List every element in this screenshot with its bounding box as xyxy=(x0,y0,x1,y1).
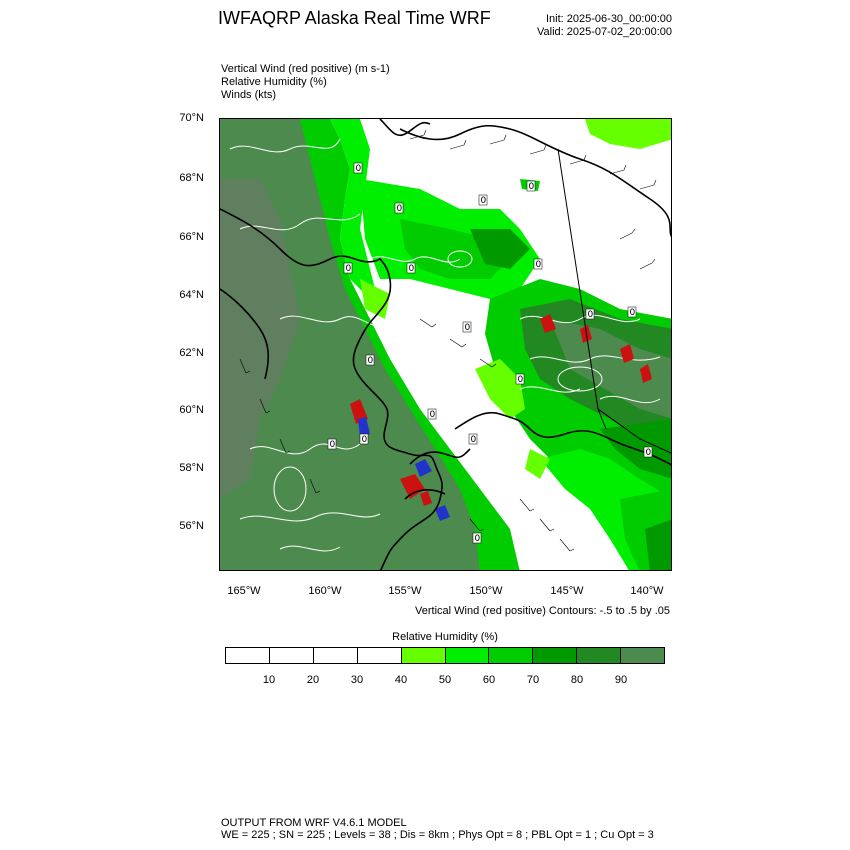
labelbar-tick: 20 xyxy=(306,674,320,686)
labelbar-box xyxy=(446,648,490,663)
lat-label-58: 58°N xyxy=(179,462,204,474)
labelbar-title: Relative Humidity (%) xyxy=(392,631,498,643)
contour-label: 0 xyxy=(470,435,477,445)
contour-label: 0 xyxy=(329,440,336,450)
labelbar-tick: 90 xyxy=(614,674,628,686)
contour-label: 0 xyxy=(408,264,415,274)
labelbar-box xyxy=(226,648,270,663)
contour-note: Vertical Wind (red positive) Contours: -.5 to .5 by .05 xyxy=(415,605,670,617)
contour-label: 0 xyxy=(517,375,524,385)
contour-label: 0 xyxy=(429,410,436,420)
labelbar-tick: 50 xyxy=(438,674,452,686)
lon-label-155: 155°W xyxy=(388,585,422,597)
labelbar-box xyxy=(402,648,446,663)
contour-label: 0 xyxy=(629,308,636,318)
labelbar-box xyxy=(314,648,358,663)
labelbar-box xyxy=(577,648,621,663)
contour-label: 0 xyxy=(587,310,594,320)
field-descriptions xyxy=(221,63,390,102)
humidity-labelbar xyxy=(225,647,665,664)
valid-time: Valid: 2025-07-02_20:00:00 xyxy=(537,26,672,38)
lat-label-56: 56°N xyxy=(179,520,204,532)
labelbar-box xyxy=(358,648,402,663)
labelbar-box xyxy=(270,648,314,663)
labelbar-box xyxy=(533,648,577,663)
contour-label: 0 xyxy=(528,182,535,192)
contour-label: 0 xyxy=(645,448,652,458)
labelbar-tick: 60 xyxy=(482,674,496,686)
wrf-map xyxy=(220,119,672,571)
lon-label-150: 150°W xyxy=(469,585,503,597)
contour-label: 0 xyxy=(355,164,362,174)
field-relative-humidity: Relative Humidity (%) xyxy=(221,76,327,88)
model-footer xyxy=(221,817,654,841)
labelbar-box xyxy=(621,648,664,663)
lon-label-140: 140°W xyxy=(630,585,664,597)
labelbar-box xyxy=(489,648,533,663)
lat-label-70: 70°N xyxy=(179,112,204,124)
lon-label-160: 160°W xyxy=(308,585,342,597)
contour-label: 0 xyxy=(367,356,374,366)
lat-label-64: 64°N xyxy=(179,289,204,301)
lon-label-165: 165°W xyxy=(227,585,261,597)
lat-label-66: 66°N xyxy=(179,231,204,243)
lat-label-68: 68°N xyxy=(179,172,204,184)
footer-model: OUTPUT FROM WRF V4.6.1 MODEL xyxy=(221,817,407,829)
labelbar-tick: 80 xyxy=(570,674,584,686)
contour-label: 0 xyxy=(464,323,471,333)
labelbar-tick: 40 xyxy=(394,674,408,686)
field-winds: Winds (kts) xyxy=(221,89,276,101)
map-panel xyxy=(219,118,672,571)
lat-label-62: 62°N xyxy=(179,347,204,359)
contour-label: 0 xyxy=(535,260,542,270)
lon-label-145: 145°W xyxy=(550,585,584,597)
contour-label: 0 xyxy=(345,264,352,274)
init-time: Init: 2025-06-30_00:00:00 xyxy=(546,13,672,25)
contour-label: 0 xyxy=(480,196,487,206)
labelbar-tick: 30 xyxy=(350,674,364,686)
contour-label: 0 xyxy=(361,435,368,445)
labelbar-tick: 10 xyxy=(262,674,276,686)
footer-config: WE = 225 ; SN = 225 ; Levels = 38 ; Dis = 8km ; Phys Opt = 8 ; PBL Opt = 1 ; Cu Opt = 3 xyxy=(221,829,654,841)
contour-label: 0 xyxy=(474,534,481,544)
plot-title: IWFAQRP Alaska Real Time WRF xyxy=(218,8,491,28)
field-vertical-wind: Vertical Wind (red positive) (m s-1) xyxy=(221,63,390,75)
time-info xyxy=(506,13,672,39)
contour-label: 0 xyxy=(396,204,403,214)
lat-label-60: 60°N xyxy=(179,404,204,416)
labelbar-tick: 70 xyxy=(526,674,540,686)
